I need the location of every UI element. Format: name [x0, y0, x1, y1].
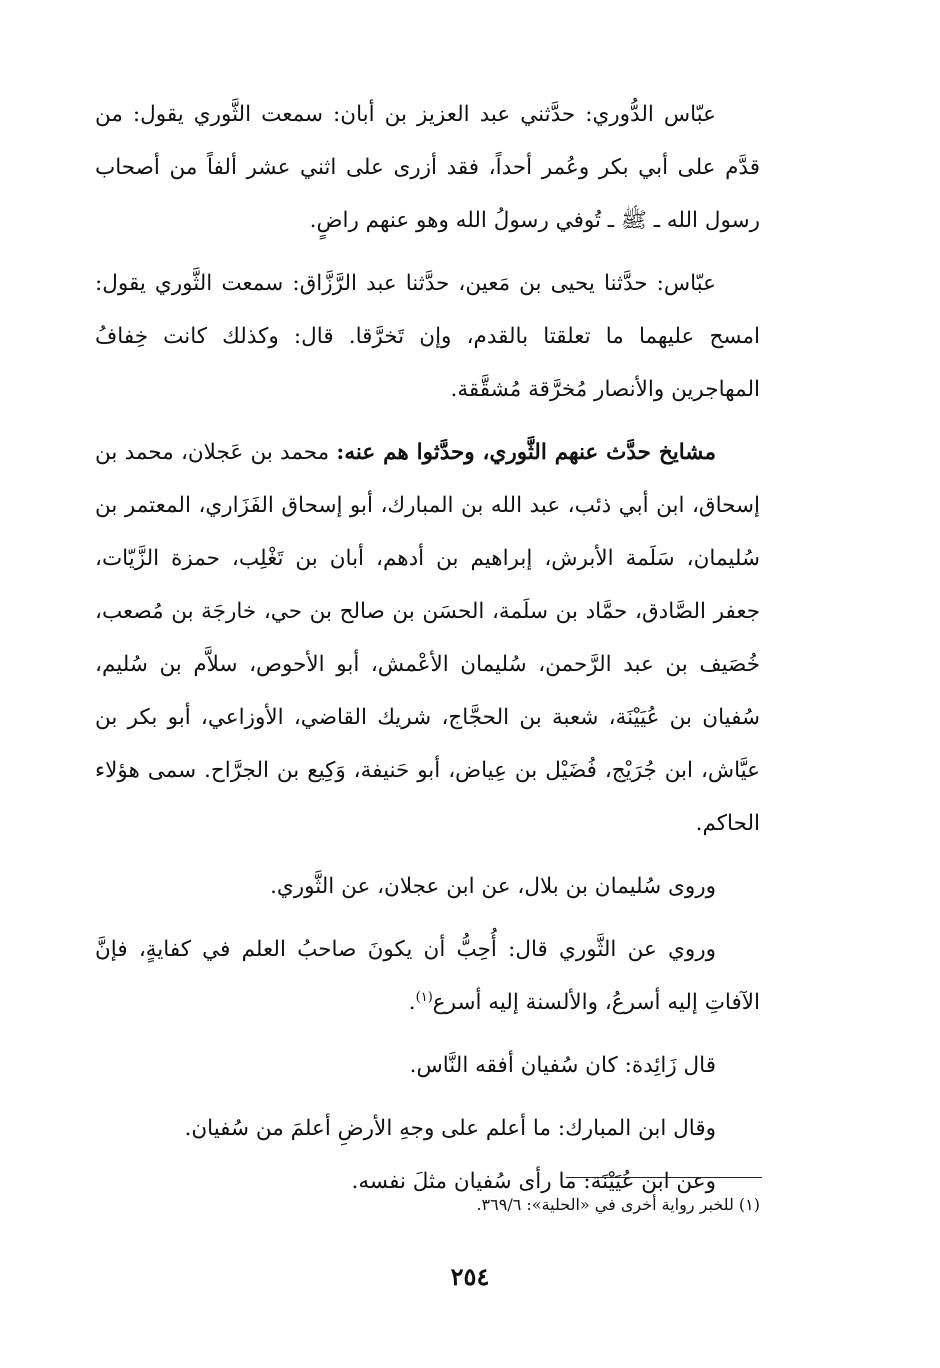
- paragraph-4: وروى سُليمان بن بلال، عن ابن عجلان، عن الثَّوري.: [270, 874, 716, 899]
- footnote-reference: (١): [415, 989, 433, 1005]
- paragraph-5-text: وروي عن الثَّوري قال: أُحِبُّ أن يكونَ صاحبُ العلم في كفايةٍ، فإنَّ الآفاتِ إليه أسرعُ، والألسنة إليه أسرع: [95, 937, 760, 1015]
- footnote: (١) للخبر رواية أخرى في «الحلية»: ٣٦٩/٦.: [476, 1195, 760, 1214]
- paragraph-2: عبّاس: حدَّثنا يحيى بن مَعين، حدَّثنا عبد الرَّزَّاق: سمعت الثَّوري يقول: امسح عليهما ما تعلقتا بالقدم، وإن تَخرَّقا. قال: وكذلك كانت خِفافُ المهاجرين والأنصار مُخرَّقة مُشقَّقة.: [95, 271, 760, 402]
- paragraph-1: عبّاس الدُّوري: حدَّثني عبد العزيز بن أبان: سمعت الثَّوري يقول: من قدَّم على أبي بكر وعُمر أحداً، فقد أزرى على اثني عشر ألفاً من أصحاب رسول الله ـ ﷺ ـ تُوفي رسولُ الله وهو عنهم راضٍ.: [95, 102, 760, 233]
- page-body: [95, 88, 760, 1208]
- paragraph-8: وعن ابن عُيَيْنَة: ما رأى سُفيان مثلَ نفسه.: [351, 1169, 716, 1194]
- paragraph-5-period: .: [408, 990, 416, 1015]
- paragraph-6: قال زَائِدة: كان سُفيان أفقه النَّاس.: [409, 1053, 716, 1078]
- paragraph-5: [95, 923, 760, 1029]
- paragraph-3-text: محمد بن عَجلان، محمد بن إسحاق، ابن أبي ذئب، عبد الله بن المبارك، أبو إسحاق الفَزَاري، المعتمر بن سُليمان، سَلَمة الأبرش، إبراهيم بن أدهم، أبان بن تَغْلِب، حمزة الزَّيّات، جعفر الصَّادق، حمَّاد بن سلَمة، الحسَن بن صالح بن حي، خارجَة بن مُصعب، خُصَيف بن عبد الرَّحمن، سُليمان الأعْمش، أبو الأحوص، سلاَّم بن سُليم، سُفيان بن عُيَيْنَة، شعبة بن الحجَّاج، شريك القاضي، الأوزاعي، أبو بكر بن عيَّاش، ابن جُرَيْج، فُضَيْل بن عِياض، أبو حَنيفة، وَكِيع بن الجرَّاح. سمى هؤلاء الحاكم.: [95, 440, 760, 836]
- paragraph-3: [95, 426, 760, 850]
- footnote-divider: [566, 1177, 762, 1178]
- page-number: ٢٥٤: [450, 1262, 490, 1291]
- section-heading: مشايخ حدَّث عنهم الثَّوري، وحدَّثوا هم عنه:: [336, 440, 716, 465]
- paragraph-7: وقال ابن المبارك: ما أعلم على وجهِ الأرضِ أعلمَ من سُفيان.: [184, 1116, 716, 1141]
